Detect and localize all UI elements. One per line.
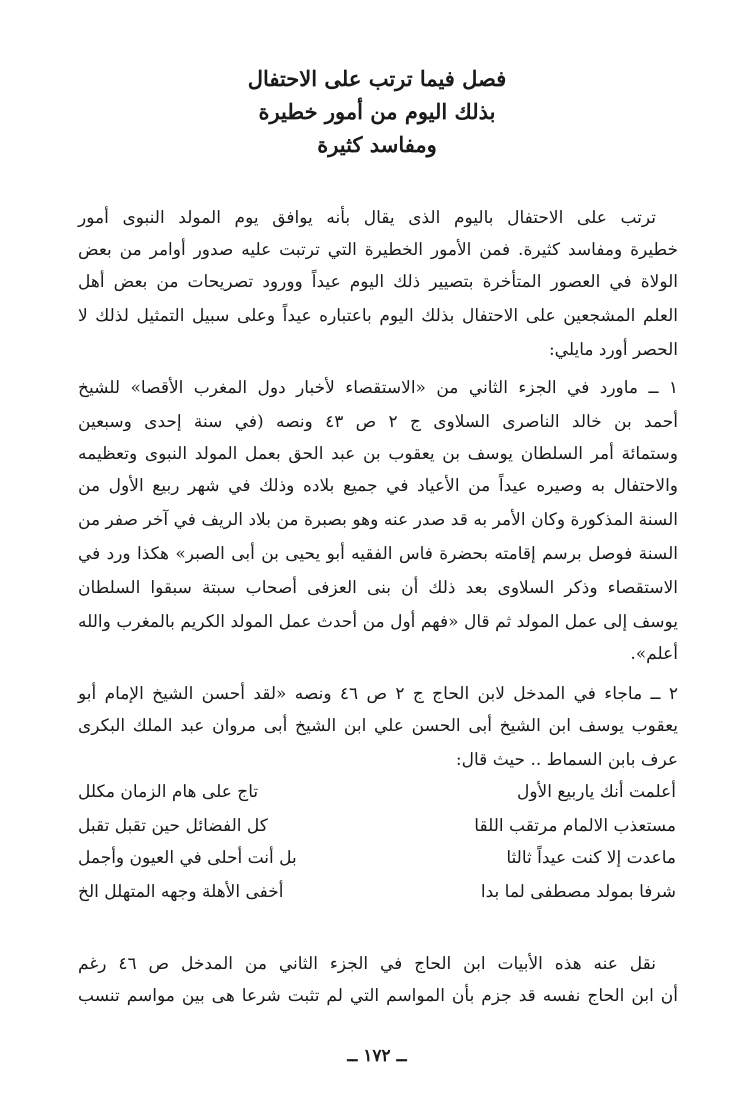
- poem-first-hemistich: مستعذب الالمام مرتقب اللقا: [474, 816, 676, 836]
- title-line: ومفاسد كثيرة: [317, 132, 437, 157]
- text-line: السنة فوصل برسم إقامته بحضرة فاس الفقيه أبو يحيى بن أبى الصبر» هكذا ورد في: [78, 544, 678, 564]
- poem-second-hemistich: بل أنت أحلى في العيون وأجمل: [78, 848, 297, 868]
- text-line: خطيرة ومفاسد كثيرة. فمن الأمور الخطيرة التي ترتبت عليه صدور أوامر من بعض: [78, 240, 678, 260]
- title-line: فصل فيما ترتب على الاحتفال: [247, 66, 507, 91]
- text-line: يوسف إلى عمل المولد ثم قال «فهم أول من أحدث عمل المولد الكريم بالمغرب والله: [78, 612, 678, 632]
- text-line: الولاة في العصور المتأخرة بتصيير ذلك اليوم عيداً وورود تصريحات من بعض أهل: [78, 272, 678, 292]
- text-line: ١ ــ ماورد في الجزء الثاني من «الاستقصاء لأخبار دول المغرب الأقصا» للشيخ: [78, 378, 678, 398]
- poem-second-hemistich: أخفى الأهلة وجهه المتهلل الخ: [78, 882, 284, 902]
- text-line: أن ابن الحاج نفسه قد جزم بأن المواسم التي لم تثبت شرعا هى بين مواسم تنسب: [78, 986, 678, 1006]
- text-line: نقل عنه هذه الأبيات ابن الحاج في الجزء الثاني من المدخل ص ٤٦ رغم: [78, 954, 656, 974]
- page-number: ــ ١٧٢ ــ: [347, 1046, 407, 1066]
- text-line: ترتب على الاحتفال باليوم الذى يقال بأنه يوافق يوم المولد النبوى أمور: [78, 208, 656, 228]
- title-line: بذلك اليوم من أمور خطيرة: [258, 99, 496, 124]
- poem-second-hemistich: كل الفضائل حين تقبل تقبل: [78, 816, 268, 836]
- poem-second-hemistich: تاج على هام الزمان مكلل: [78, 782, 259, 802]
- text-line: السنة المذكورة وكان الأمر به قد صدر عنه وهو بصبرة من بلاد الريف في آخر صفر من: [78, 510, 678, 530]
- text-line: ٢ ــ ماجاء في المدخل لابن الحاج ج ٢ ص ٤٦ ونصه «لقد أحسن الشيخ الإمام أبو: [78, 684, 678, 704]
- poem-first-hemistich: شرفا بمولد مصطفى لما بدا: [480, 882, 676, 902]
- text-line: يعقوب يوسف ابن الشيخ أبى الحسن علي ابن الشيخ أبى مروان عبد الملك البكرى: [78, 716, 678, 736]
- text-line: أعلم».: [630, 644, 678, 664]
- text-line: العلم المشجعين على الاحتفال بذلك اليوم باعتباره عيداً وعلى سبيل التمثيل لذلك لا: [78, 306, 678, 326]
- poem-first-hemistich: أعلمت أنك ياربيع الأول: [516, 782, 676, 802]
- poem-first-hemistich: ماعدت إلا كنت عيداً ثالثا: [506, 848, 676, 868]
- text-line: الحصر أورد مايلي:: [548, 340, 678, 360]
- text-line: عرف بابن السماط .. حيث قال:: [455, 750, 678, 770]
- text-line: أحمد بن خالد الناصرى السلاوى ج ٢ ص ٤٣ ونصه (في سنة إحدى وسبعين: [78, 412, 678, 432]
- text-line: الاستقصاء وذكر السلاوى بعد ذلك أن بنى العزفى أصحاب سبتة سبقوا السلطان: [78, 578, 678, 598]
- text-line: والاحتفال به وصيره عيداً من الأعياد في جميع بلاده وذلك في شهر ربيع الأول من: [78, 476, 678, 496]
- text-line: وستمائة أمر السلطان يوسف بن يعقوب بن عبد الحق بعمل المولد النبوى وتعظيمه: [78, 444, 678, 464]
- section-title: [0, 62, 754, 161]
